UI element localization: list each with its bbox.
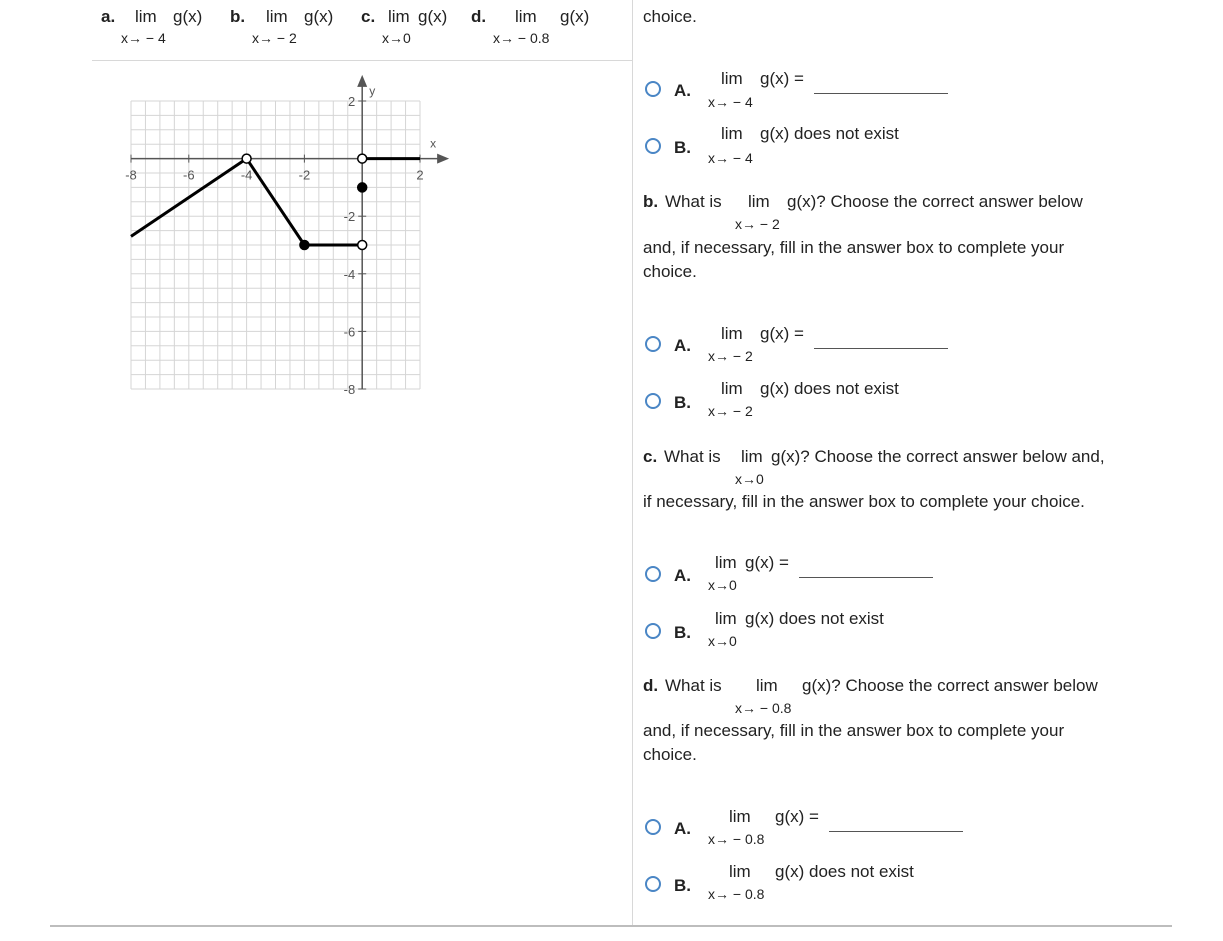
option-c-A-letter: A.: [674, 566, 691, 585]
option-a-A-lim: lim: [721, 69, 743, 88]
radio-a-B[interactable]: [645, 138, 661, 154]
question-d-pre: What is: [665, 676, 722, 695]
option-b-B-lim: lim: [721, 379, 743, 398]
option-b-A-letter: A.: [674, 336, 691, 355]
option-d-B-lim: lim: [729, 862, 751, 881]
option-b-B-sub: x→ − 2: [708, 403, 753, 419]
option-c-B-sub: x→0: [708, 633, 737, 649]
option-a-A-letter: A.: [674, 81, 691, 100]
option-a-A-sub: x→ − 4: [708, 94, 753, 110]
option-a-B-expr: g(x) does not exist: [760, 124, 899, 143]
header-item-b-fn: g(x): [304, 7, 334, 26]
question-c-sub: x→0: [735, 471, 764, 487]
header-item-b-lim: lim: [266, 7, 288, 26]
x-axis-arrow: [437, 154, 449, 164]
answer-box-d[interactable]: [829, 831, 963, 832]
question-b-post: g(x)? Choose the correct answer below: [787, 192, 1083, 211]
header-item-b-sub: x→ − 2: [252, 30, 297, 46]
option-c-B-expr: g(x) does not exist: [745, 609, 884, 628]
y-axis-arrow: [357, 75, 367, 87]
answer-box-a[interactable]: [814, 93, 948, 94]
y-tick-label: -8: [343, 382, 356, 397]
option-b-A-expr: g(x) =: [760, 324, 804, 343]
radio-d-A[interactable]: [645, 819, 661, 835]
answer-box-c[interactable]: [799, 577, 933, 578]
option-a-B-letter: B.: [674, 138, 691, 157]
header-item-c-fn: g(x): [418, 7, 448, 26]
radio-b-A[interactable]: [645, 336, 661, 352]
question-c-label: c.: [643, 447, 658, 466]
question-d-line2: and, if necessary, fill in the answer box to complete your: [643, 721, 1065, 740]
option-b-B-letter: B.: [674, 393, 691, 412]
option-a-B-lim: lim: [721, 124, 743, 143]
y-tick-label: -6: [343, 324, 356, 340]
closed-point: [358, 183, 367, 192]
question-c-pre: What is: [664, 447, 721, 466]
header-item-c-lim: lim: [388, 7, 410, 26]
radio-b-B[interactable]: [645, 393, 661, 409]
question-b-label: b.: [643, 192, 659, 211]
question-c-line2: if necessary, fill in the answer box to complete your choice.: [643, 492, 1085, 511]
open-point: [358, 241, 367, 250]
option-c-B-lim: lim: [715, 609, 737, 628]
question-d-lim: lim: [756, 676, 778, 695]
option-d-A-lim: lim: [729, 807, 751, 826]
option-d-B-letter: B.: [674, 876, 691, 895]
graph-grid: [131, 101, 420, 389]
option-d-B-sub: x→ − 0.8: [708, 886, 765, 902]
option-c-A-lim: lim: [715, 553, 737, 572]
header-item-d-sub: x→ − 0.8: [493, 30, 550, 46]
option-b-A-lim: lim: [721, 324, 743, 343]
header-item-d-letter: d.: [471, 7, 487, 26]
option-d-A-letter: A.: [674, 819, 691, 838]
question-b-line3: choice.: [643, 262, 697, 281]
radio-c-A[interactable]: [645, 566, 661, 582]
header-item-a-letter: a.: [101, 7, 116, 26]
header-item-c-sub: x→0: [382, 30, 411, 46]
option-d-A-sub: x→ − 0.8: [708, 831, 765, 847]
question-d-line3: choice.: [643, 745, 697, 764]
option-c-B-letter: B.: [674, 623, 691, 642]
x-tick-label: -6: [183, 167, 195, 183]
closed-point: [300, 241, 309, 250]
question-d-sub: x→ − 0.8: [735, 700, 792, 716]
x-tick-label: -2: [298, 167, 311, 183]
option-b-B-expr: g(x) does not exist: [760, 379, 899, 398]
header-item-a-fn: g(x): [173, 7, 203, 26]
panel-divider: [632, 0, 633, 926]
graph-tick-labels: [125, 84, 436, 397]
question-c-post: g(x)? Choose the correct answer below and,: [771, 447, 1105, 466]
question-d-post: g(x)? Choose the correct answer below: [802, 676, 1098, 695]
x-tick-label: -4: [240, 167, 253, 183]
option-d-B-expr: g(x) does not exist: [775, 862, 914, 881]
header-item-a-lim: lim: [135, 7, 157, 26]
footer-divider: [50, 925, 1172, 927]
header-item-c-letter: c.: [361, 7, 376, 26]
radio-d-B[interactable]: [645, 876, 661, 892]
x-tick-label: 2: [416, 167, 424, 183]
option-a-B-sub: x→ − 4: [708, 150, 753, 166]
option-c-A-expr: g(x) =: [745, 553, 789, 572]
x-tick-label: -8: [125, 167, 137, 183]
option-c-A-sub: x→0: [708, 577, 737, 593]
radio-c-B[interactable]: [645, 623, 661, 639]
y-tick-label: -2: [343, 209, 356, 225]
open-point: [242, 154, 251, 163]
question-b-lim: lim: [748, 192, 770, 211]
question-c-lim: lim: [741, 447, 763, 466]
y-tick-label: 2: [347, 94, 356, 109]
radio-a-A[interactable]: [645, 81, 661, 97]
option-b-A-sub: x→ − 2: [708, 348, 753, 364]
x-axis-label: x: [430, 136, 437, 151]
open-point: [358, 154, 367, 163]
header-item-b-letter: b.: [230, 7, 246, 26]
y-tick-label: -4: [343, 266, 356, 282]
answer-box-b[interactable]: [814, 348, 948, 349]
question-b-line2: and, if necessary, fill in the answer box to complete your: [643, 238, 1065, 257]
header-item-d-fn: g(x): [560, 7, 590, 26]
y-axis-label: y: [369, 84, 376, 99]
question-a-fragment: choice.: [643, 7, 697, 26]
option-d-A-expr: g(x) =: [775, 807, 819, 826]
option-a-A-expr: g(x) =: [760, 69, 804, 88]
graph: [0, 0, 632, 420]
question-b-sub: x→ − 2: [735, 216, 780, 232]
header-item-a-sub: x→ − 4: [121, 30, 166, 46]
header-item-d-lim: lim: [515, 7, 537, 26]
question-d-label: d.: [643, 676, 659, 695]
question-b-pre: What is: [665, 192, 722, 211]
